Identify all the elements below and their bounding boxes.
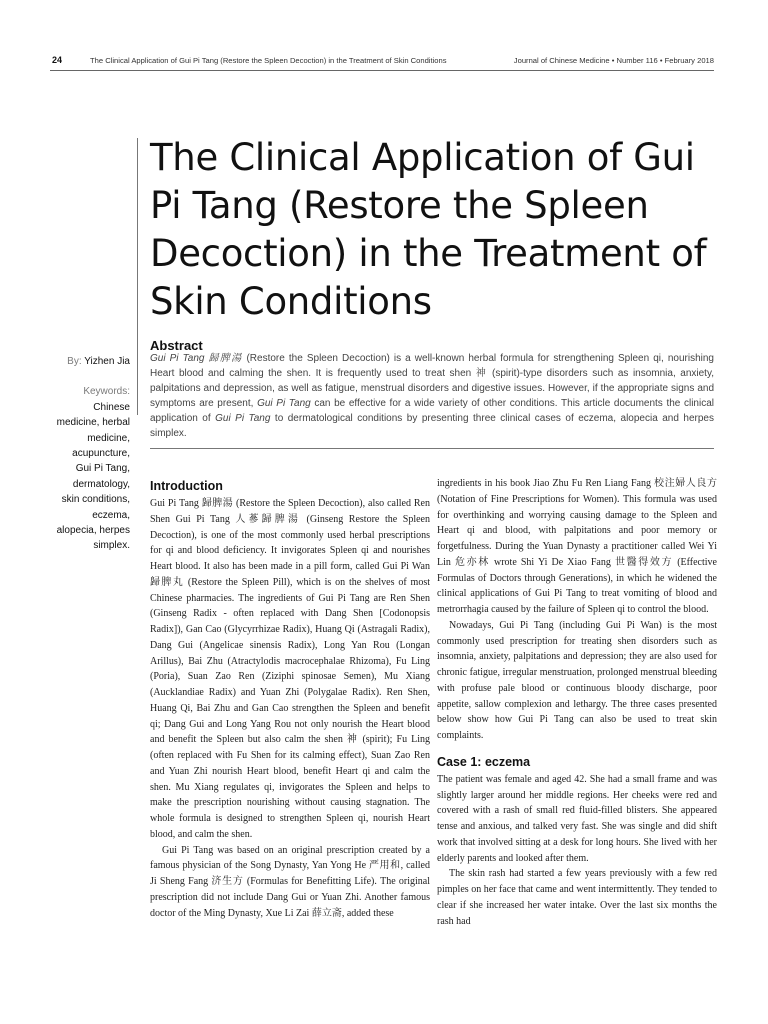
abstract-text: Gui Pi Tang 歸脾湯 (Restore the Spleen Decoction) is a well-known herbal formula for strengthening Spleen qi, nourishing Heart blood and calming the shen. It is frequently used to treat shen 神 (spirit)-type disorders such as insomnia, anxiety, palpitations and depression, as well as fatigue, menstrual disorders and digestive issues. However, if the appropriate signs and symptoms are present, Gui Pi Tang can be effective for a wide variety of other conditions. This article documents the clinical application of Gui Pi Tang to dermatological conditions by presenting three clinical cases of eczema, alopecia and herpes simplex. (150, 353, 714, 440)
abstract-heading: Abstract (150, 338, 203, 353)
intro-paragraph-2: Gui Pi Tang was based on an original prescription created by a famous physician of the Song Dynasty, Yan Yong He 严用和, called Ji Sheng Fang 济生方 (Formulas for Benefitting Life). The original prescription did not include Dang Gui or Yuan Zhi. Another famous doctor of the Ming Dynasty, Xue Li Zai 薛立斋, added these (150, 844, 430, 919)
running-header (50, 55, 714, 69)
page-number: 24 (52, 55, 63, 65)
keyword-line: simplex. (93, 540, 130, 552)
keyword-line: Chinese (93, 401, 130, 413)
journal-info: Journal of Chinese Medicine • Number 116 • February 2018 (513, 56, 714, 65)
keyword-line: acupuncture, (72, 448, 130, 460)
intro-heading: Introduction (150, 479, 223, 493)
article-title: The Clinical Application of Gui Pi Tang (Restore the Spleen Decoction) in the Treatment of Skin Conditions (150, 136, 707, 323)
keywords-label: Keywords: (83, 386, 130, 398)
keyword-line: skin conditions, (61, 494, 130, 506)
author-name: Yizhen Jia (84, 356, 130, 367)
keyword-line: medicine, (87, 432, 130, 444)
case1-paragraph-1: The patient was female and aged 42. She had a small frame and was slightly larger around her middle regions. Her cheeks were red and covered with a rash of small red fluid-filled blisters. She appeared tense and anxious, and talked very fast. She was single and did shift work that involved sitting at a desk for long hours. She lived with her elderly parents and looked after them. (437, 773, 717, 864)
case1-paragraph-2: The skin rash had started a few years previously with a few red pimples on her face that came and went intermittently. They tended to clear if she increased her water intake. Over the last six months the rash had (437, 868, 717, 927)
intro-paragraph-1: Gui Pi Tang 歸脾湯 (Restore the Spleen Decoction), also called Ren Shen Gui Pi Tang 人蔘歸脾湯 (Ginseng Restore the Spleen Decoction), is one of the most commonly used herbal prescriptions for qi and blood deficiency. It invigorates Spleen qi and nourishes Heart blood. It also has been made in a pill form, called Gui Pi Wan 歸脾丸 (Restore the Spleen Pill), which is on the shelves of most Chinese pharmacies. The ingredients of Gui Pi Tang are Ren Shen (Ginseng Radix - often replaced with Dang Shen [Codonopsis Radix]), Gan Cao (Glycyrrhizae Radix), Huang Qi (Astragali Radix), Dang Gui (Angelicae sinensis Radix), Long Yan Rou (Longan Arillus), Bai Zhu (Atractylodis macrocephalae Rhizoma), Fu Ling (Poria), Suan Zao Ren (Ziziphi spinosae Semen), Mu Xiang (Aucklandiae Radix) and Yuan Zhi (Polygalae Radix). Ren Shen, Huang Qi, Bai Zhu and Gan Cao strengthen the Spleen and benefit qi; Dang Gui and Long Yang Rou not only nourish the Heart blood and benefit the Spleen but also calm the shen 神 (spirit); Fu Ling (often replaced with Fu Shen for its calming effect), Suan Zao Ren and Yuan Zhi nourish Heart blood, benefit Heart qi and calm the shen. Mu Xiang regulates qi, invigorates the Spleen and helps to make the prescription nourishing without causing stagnation. The whole formula is designed to strengthen Spleen qi, nourish Heart blood, and calm the shen. (150, 498, 430, 840)
running-title: The Clinical Application of Gui Pi Tang (Restore the Spleen Decoction) in the Treatment of Skin Conditions (90, 56, 447, 65)
col2-paragraph-2: Nowadays, Gui Pi Tang (including Gui Pi Wan) is the most commonly used prescription for treating shen disorders such as insomnia, anxiety, palpitations and depression; they are also used for chronic fatigue, irregular menstruation, prolonged menstrual bleeding with profuse pale blood or continuous bloody discharge, poor appetite, sallow complexion and lethargy. The three cases presented below show how Gui Pi Tang can also be used to treat skin complaints. (437, 619, 717, 741)
keyword-line: Gui Pi Tang, (75, 463, 130, 475)
body-column-left (150, 478, 430, 921)
author-sidebar (28, 354, 130, 554)
case1-heading: Case 1: eczema (437, 754, 531, 769)
keyword-line: alopecia, herpes (56, 525, 130, 537)
keyword-line: eczema, (92, 509, 130, 521)
byline (28, 354, 130, 369)
col2-paragraph-1: ingredients in his book Jiao Zhu Fu Ren Liang Fang 校注婦人良方 (Notation of Fine Prescriptions for Women). This formula was used for overthinking and worrying causing damage to the Spleen and Heart qi and blood, with palpitations and poor memory or forgetfulness. During the Yuan Dynasty a practitioner called Wei Yi Lin 危亦林 wrote Shi Yi De Xiao Fang 世醫得效方 (Effective Formulas of Doctors through Generations), in which he widened the clinical applications of Gui Pi Tang to treat vomiting of blood and metrorrhagia caused by the failure of Spleen qi to control the blood. (437, 478, 717, 615)
by-label: By: (67, 356, 82, 367)
abstract-rule (150, 448, 714, 449)
title-divider-line (137, 138, 138, 415)
keywords-list (28, 400, 130, 554)
header-rule (50, 70, 714, 71)
keyword-line: dermatology, (72, 478, 130, 490)
keyword-line: medicine, herbal (56, 417, 130, 429)
body-column-right (437, 476, 717, 929)
